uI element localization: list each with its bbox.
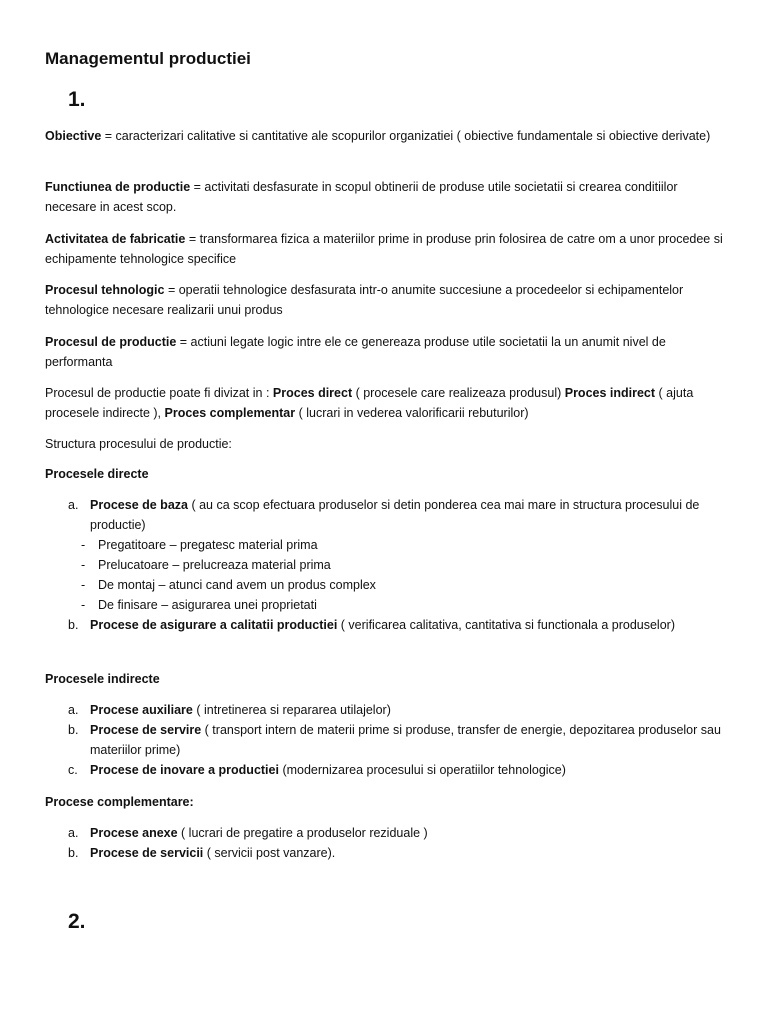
list-item-text: ( transport intern de materii prime si produse, transfer de energie, depozitarea produselor sau materiilor prime)	[90, 723, 721, 757]
definition-activitatea	[45, 229, 725, 269]
dash-marker: -	[81, 598, 86, 612]
dash-marker: -	[81, 558, 86, 572]
heading-procese-complementare: Procese complementare:	[45, 795, 194, 809]
sublist-item	[81, 595, 725, 615]
list-procese-directe	[45, 495, 725, 635]
list-marker: b.	[68, 618, 79, 632]
list-item-text: (modernizarea procesului si operatiilor tehnologice)	[278, 763, 566, 777]
list-marker: b.	[68, 846, 79, 860]
list-item-text: ( au ca scop efectuara produselor si detin ponderea cea mai mare in structura procesului de productie)	[90, 498, 700, 532]
list-procese-indirecte	[45, 700, 725, 780]
list-procese-complementare	[45, 823, 725, 863]
list-item	[45, 700, 725, 720]
division-desc-direct: ( procesele care realizeaza produsul)	[352, 386, 565, 400]
list-marker: a.	[68, 498, 79, 512]
division-desc-complementar: ( lucrari in vederea valorificarii rebuturilor)	[295, 406, 529, 420]
definition-procesul-tehnologic	[45, 280, 725, 320]
list-item-term: Procese anexe	[90, 826, 178, 840]
definition-term: Functiunea de productie	[45, 180, 191, 194]
list-item	[45, 615, 725, 635]
sublist-item-text: Prelucatoare – prelucreaza material prima	[98, 558, 331, 572]
sublist-item-text: De montaj – atunci cand avem un produs complex	[98, 578, 376, 592]
list-item	[45, 843, 725, 863]
list-item-term: Procese de baza	[90, 498, 188, 512]
list-item-term: Procese auxiliare	[90, 703, 193, 717]
sublist-procese-baza	[81, 535, 725, 615]
division-desc-indirect: ( ajuta procesele indirecte ),	[45, 386, 694, 420]
list-item-term: Procese de servire	[90, 723, 202, 737]
sublist-item	[81, 535, 725, 555]
definition-text: = caracterizari calitative si cantitative ale scopurilor organizatiei ( obiective fundamentale si obiective derivate)	[101, 129, 711, 143]
division-term-direct: Proces direct	[272, 386, 353, 400]
heading-procesele-indirecte: Procesele indirecte	[45, 672, 160, 686]
list-item-text: ( lucrari de pregatire a produselor reziduale )	[177, 826, 428, 840]
division-paragraph	[45, 383, 725, 423]
definition-text: = operatii tehnologice desfasurata intr-o anumite succesiune a procedeelor si echipamentelor tehnologice necesare realizarii unui produs	[45, 283, 684, 317]
list-item-text: ( intretinerea si repararea utilajelor)	[192, 703, 391, 717]
section-number-2: 2.	[68, 910, 86, 933]
list-item	[45, 760, 725, 780]
sublist-item	[81, 575, 725, 595]
definition-term: Procesul tehnologic	[45, 283, 165, 297]
sublist-item	[81, 555, 725, 575]
definition-term: Obiective	[45, 129, 102, 143]
section-number-1: 1.	[68, 88, 86, 111]
sublist-item-text: Pregatitoare – pregatesc material prima	[98, 538, 318, 552]
definition-text: = transformarea fizica a materiilor prime in produse prin folosirea de catre om a unor procedee si echipamente tehnologice specifice	[45, 232, 723, 266]
definition-term: Activitatea de fabricatie	[45, 232, 186, 246]
list-marker: a.	[68, 826, 79, 840]
definition-term: Procesul de productie	[45, 335, 177, 349]
list-marker: c.	[68, 763, 78, 777]
dash-marker: -	[81, 578, 86, 592]
definition-obiective	[45, 126, 725, 146]
list-marker: b.	[68, 723, 79, 737]
definition-text: = actiuni legate logic intre ele ce genereaza produse utile societatii la un anumit nivel de performanta	[45, 335, 666, 369]
list-item-term: Procese de servicii	[90, 846, 204, 860]
list-item	[45, 823, 725, 843]
list-item	[45, 720, 725, 760]
division-term-indirect: Proces indirect	[564, 386, 656, 400]
list-item-text: ( verificarea calitativa, cantitativa si functionala a produselor)	[337, 618, 675, 632]
division-intro: Procesul de productie poate fi divizat in :	[45, 386, 273, 400]
document-title: Managementul productiei	[45, 49, 251, 68]
heading-procesele-directe: Procesele directe	[45, 467, 149, 481]
list-item-text: ( servicii post vanzare).	[203, 846, 336, 860]
sublist-item-text: De finisare – asigurarea unei proprietati	[98, 598, 317, 612]
list-item	[45, 495, 725, 615]
division-term-complementar: Proces complementar	[164, 406, 296, 420]
list-marker: a.	[68, 703, 79, 717]
list-item-term: Procese de inovare a productiei	[90, 763, 279, 777]
dash-marker: -	[81, 538, 86, 552]
definition-procesul-productie	[45, 332, 725, 372]
structure-label: Structura procesului de productie:	[45, 437, 232, 451]
definition-text: = activitati desfasurate in scopul obtinerii de produse utile societatii si crearea conditiilor necesare in acest scop.	[45, 180, 678, 214]
list-item-term: Procese de asigurare a calitatii productiei	[90, 618, 338, 632]
definition-functiunea	[45, 177, 725, 217]
